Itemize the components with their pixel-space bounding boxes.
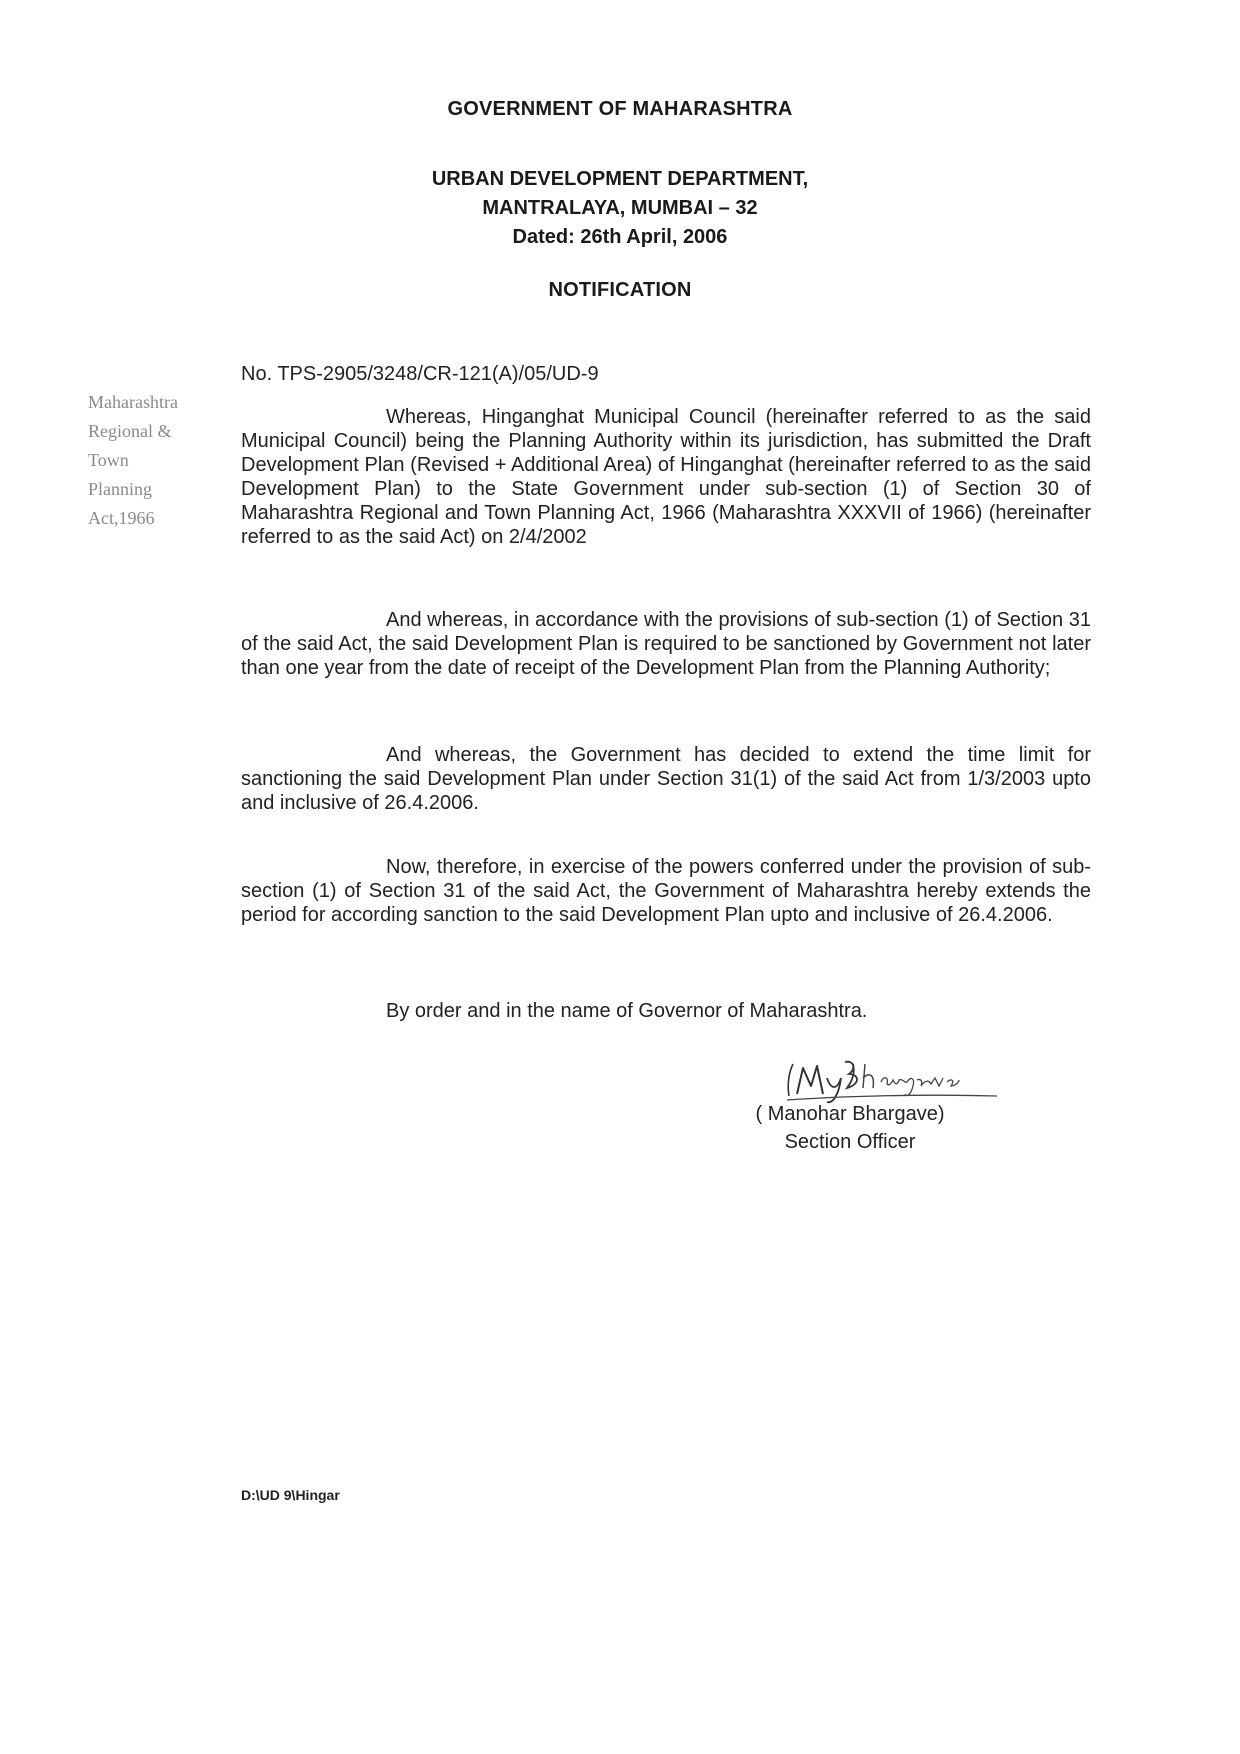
file-path: D:\UD 9\Hingar [241, 1487, 340, 1503]
margin-note [88, 388, 208, 533]
margin-note-line: Town [88, 450, 129, 470]
signatory-block [720, 1100, 980, 1156]
department-name: URBAN DEVELOPMENT DEPARTMENT, [431, 168, 809, 190]
signatory-name: ( Manohar Bhargave) [755, 1103, 945, 1125]
notification-title: NOTIFICATION [548, 279, 692, 301]
margin-note-line: Regional & [88, 421, 172, 441]
margin-note-line: Maharashtra [88, 392, 178, 412]
paragraph-whereas: Whereas, Hinganghat Municipal Council (hereinafter referred to as the said Municipal Council) being the Planning Authority within its jurisdiction, has submitted the Draft Development Plan (Revised + Additional Area) of Hinganghat (hereinafter referred to as the said Development Plan) to the State Government under sub-section (1) of Section 30 of Maharashtra Regional and Town Planning Act, 1966 (Maharashtra XXXVII of 1966) (hereinafter referred to as the said Act) on 2/4/2002 [241, 406, 1091, 548]
reference-number: No. TPS-2905/3248/CR-121(A)/05/UD-9 [241, 363, 599, 385]
order-line: By order and in the name of Governor of Maharashtra. [386, 1000, 868, 1022]
margin-note-line: Planning [88, 479, 153, 499]
department-block [0, 165, 1240, 252]
paragraph-and-whereas-extension: And whereas, the Government has decided to extend the time limit for sanctioning the said Development Plan under Section 31(1) of the said Act from 1/3/2003 upto and inclusive of 26.4.2006. [241, 744, 1091, 814]
notification-date: Dated: 26th April, 2006 [512, 226, 728, 248]
signatory-designation: Section Officer [784, 1131, 916, 1153]
government-heading: GOVERNMENT OF MAHARASHTRA [447, 98, 793, 120]
paragraph-now-therefore: Now, therefore, in exercise of the powers conferred under the provision of sub-section (1) of Section 31 of the said Act, the Government of Maharashtra hereby extends the period for according sanction to the said Development Plan upto and inclusive of 26.4.2006. [241, 856, 1091, 926]
paragraph-and-whereas-provisions: And whereas, in accordance with the provisions of sub-section (1) of Section 31 of the said Act, the said Development Plan is required to be sanctioned by Government not later than one year from the date of receipt of the Development Plan from the Planning Authority; [241, 609, 1091, 679]
margin-note-line: Act,1966 [88, 508, 155, 528]
department-address: MANTRALAYA, MUMBAI – 32 [482, 197, 758, 219]
